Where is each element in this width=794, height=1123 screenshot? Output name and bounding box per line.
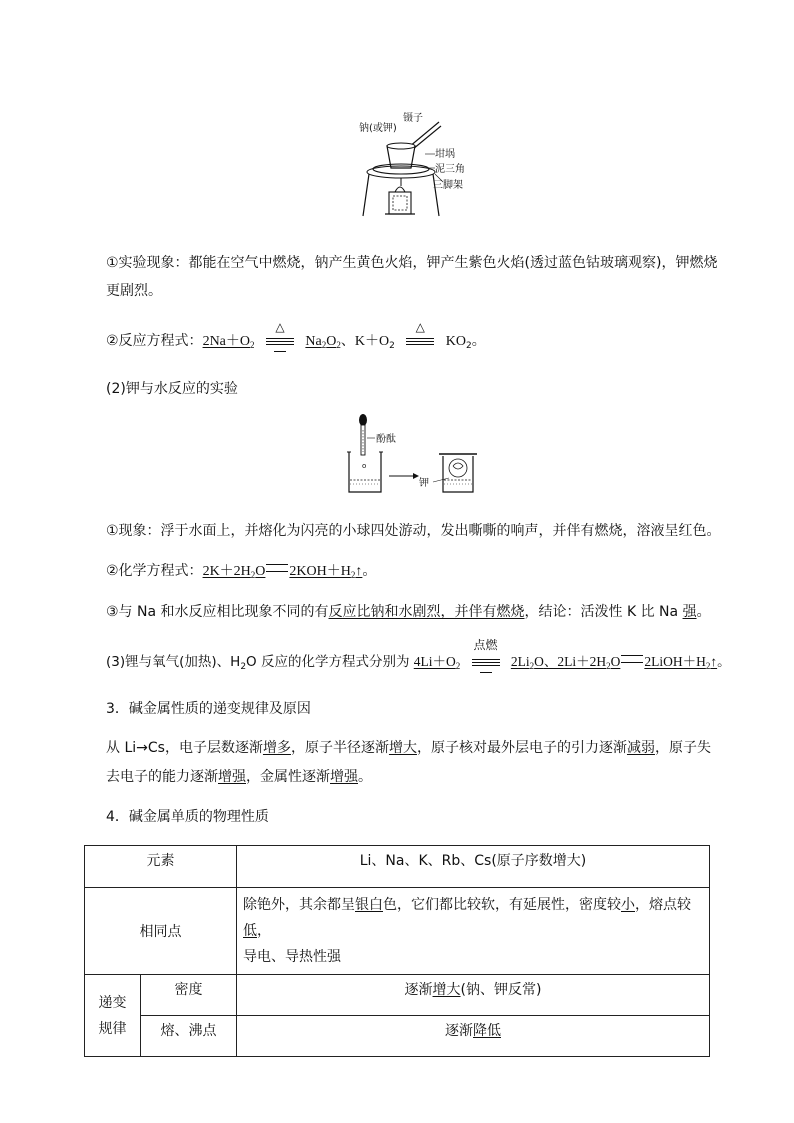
tripod-label: 三脚架: [433, 180, 463, 191]
eq1-product-sub1: 2: [321, 340, 327, 350]
same-t3: ，熔点较: [635, 897, 691, 913]
sodium-label: 钠(或钾): [359, 123, 397, 134]
eq1-second-reactant-sub: 2: [389, 341, 395, 351]
trend-t7: 。: [358, 769, 372, 785]
li-second-reactant-o: O: [610, 654, 621, 669]
compare-answer: 反应比钠和水剧烈，并伴有燃烧: [328, 604, 525, 620]
trend-t1: 从 Li→Cs，电子层数逐渐: [106, 740, 263, 756]
mp-t1: 逐渐: [445, 1023, 473, 1039]
same-points-value: [237, 888, 710, 975]
li-text-sub: 2: [240, 662, 247, 672]
eq2-product: 2KOH＋H: [289, 564, 351, 579]
svg-text:o: o: [362, 462, 367, 470]
gas-arrow-2: ↑: [710, 654, 718, 669]
li-text: (3)锂与氧气(加热)、H: [106, 654, 241, 670]
heat-symbol-2: △: [415, 320, 425, 334]
same-t1: 除铯外，其余都呈: [243, 897, 355, 913]
double-bar-sign-2: [621, 655, 643, 663]
li-product-sub: 2: [529, 661, 535, 671]
elements-value-cell: Li、Na、K、Rb、Cs(原子序数增大): [237, 846, 710, 888]
li-product: 2Li: [510, 654, 530, 669]
lithium-equations-line: [106, 638, 731, 672]
table-row: [85, 846, 710, 888]
li-reactant-sub: 2: [455, 661, 461, 671]
potassium-water-figure: [345, 414, 480, 496]
same-t2: 色，它们都比较软，有延展性，密度较: [383, 897, 621, 913]
trend-line-2: [106, 766, 372, 786]
trend-t3: ，原子核对最外层电子的引力逐渐: [416, 740, 627, 756]
compare-end: 。: [696, 604, 711, 620]
heading-3: 3．碱金属性质的递变规律及原因: [106, 701, 311, 717]
melting-point-label: 熔、沸点: [141, 1016, 237, 1057]
gas-arrow: ↑: [355, 564, 363, 579]
same-a3: 低: [243, 923, 257, 939]
li-reactant: 4Li＋O: [413, 654, 456, 669]
same-t5: 导电、导热性强: [243, 949, 341, 965]
heading-4: 4．碱金属单质的物理性质: [106, 809, 269, 825]
table-row: [85, 1016, 710, 1057]
ignite-condition-arrow: [468, 638, 504, 670]
section-2-heading: (2)钾与水反应的实验: [106, 381, 238, 397]
crucible-label: 坩埚: [435, 149, 455, 160]
eq2-end: 。: [362, 563, 377, 579]
li-text-2: O 反应的化学方程式分别为: [246, 654, 410, 670]
trend-a1: 增多: [262, 740, 291, 756]
eq1-reactant: 2Na＋O: [202, 334, 250, 349]
eq2-reactant-sub: 2: [250, 570, 256, 580]
density-value: [237, 975, 710, 1016]
clay-triangle-label: 泥三角: [435, 164, 465, 175]
crucible-apparatus-figure: [355, 112, 485, 220]
density-t2: (钠、钾反常): [460, 982, 542, 998]
density-label: 密度: [141, 975, 237, 1016]
li-second-product: 2LiOH＋H: [644, 654, 706, 669]
trend-a3: 减弱: [626, 740, 655, 756]
observation-line-2: 更剧烈。: [106, 283, 162, 299]
reaction-equation-1: [106, 320, 486, 351]
table-row: [85, 975, 710, 1016]
eq1-product: Na: [305, 334, 322, 349]
trend-t2: ，原子半径逐渐: [290, 740, 389, 756]
eq1-product-sub2: 2: [336, 340, 341, 350]
trend-t5: 去电子的能力逐渐: [106, 769, 218, 785]
eq1-second-product-sub: 2: [465, 341, 472, 351]
trend-rules-label: 递变规律: [85, 975, 141, 1057]
density-t1: 逐渐: [404, 982, 433, 998]
eq1-reactant-sub: 2: [250, 340, 255, 350]
compare-answer-2: 强: [682, 604, 697, 620]
same-t4: ，: [257, 923, 271, 939]
heat-condition-arrow-2: [402, 320, 438, 349]
trend-t6: ，金属性逐渐: [246, 769, 330, 785]
trend-a6: 增强: [330, 769, 358, 785]
eq2-product-sub: 2: [350, 570, 356, 580]
eq2-reactant-o: O: [255, 564, 266, 579]
same-points-label: 相同点: [85, 888, 237, 975]
compare-text: ③与 Na 和水反应相比现象不同的有: [106, 604, 329, 620]
eq2-reactant: 2K＋2H: [202, 564, 251, 579]
header-element-cell: 元素: [85, 846, 237, 888]
eq2-prefix: ②化学方程式：: [106, 563, 203, 579]
alkali-metal-properties-table: [84, 845, 710, 1057]
same-a2: 小: [621, 897, 635, 913]
li-end: 。: [717, 654, 731, 670]
li-second-product-sub: 2: [705, 661, 711, 671]
density-answer: 增大: [432, 982, 461, 998]
mp-answer: 降低: [473, 1023, 501, 1039]
trend-a5: 增强: [218, 769, 246, 785]
same-a1: 银白: [355, 897, 383, 913]
comparison-line: [106, 601, 711, 621]
compare-conclusion: ，结论：活泼性 K 比 Na: [524, 604, 683, 620]
eq1-second-product: KO: [445, 334, 466, 349]
eq1-product-mid: O: [326, 334, 337, 349]
tweezers-label: 镊子: [403, 113, 423, 124]
phenomenon-line: ①现象：浮于水面上，并熔化为闪亮的小球四处游动，发出嘶嘶的响声，并伴有燃烧，溶液呈红色。: [106, 523, 721, 539]
trend-t4: ，原子失: [654, 740, 711, 756]
observation-line-1: ①实验现象：都能在空气中燃烧，钠产生黄色火焰，钾产生紫色火焰(透过蓝色钴玻璃观察)，钾燃烧: [106, 255, 718, 271]
table-row: [85, 888, 710, 975]
li-product-o: O: [534, 654, 544, 669]
phenolphthalein-label: 酚酞: [376, 434, 396, 445]
reaction-equation-2: [106, 560, 376, 580]
eq1-second-reactant: 、K＋O: [340, 334, 390, 349]
double-bar-sign: [266, 564, 288, 572]
trend-a2: 增大: [388, 740, 417, 756]
potassium-label: 钾: [419, 478, 429, 489]
li-second-reactant-sub: 2: [606, 661, 611, 671]
trend-line-1: [106, 737, 711, 757]
eq1-end: 。: [471, 333, 486, 349]
melting-point-value: [237, 1016, 710, 1057]
eq1-prefix: ②反应方程式：: [106, 333, 203, 349]
heat-condition-arrow: [262, 320, 298, 349]
ignite-label: 点燃: [473, 638, 498, 652]
heat-symbol: △: [275, 320, 285, 334]
li-second-reactant: 、2Li＋2H: [543, 654, 607, 669]
